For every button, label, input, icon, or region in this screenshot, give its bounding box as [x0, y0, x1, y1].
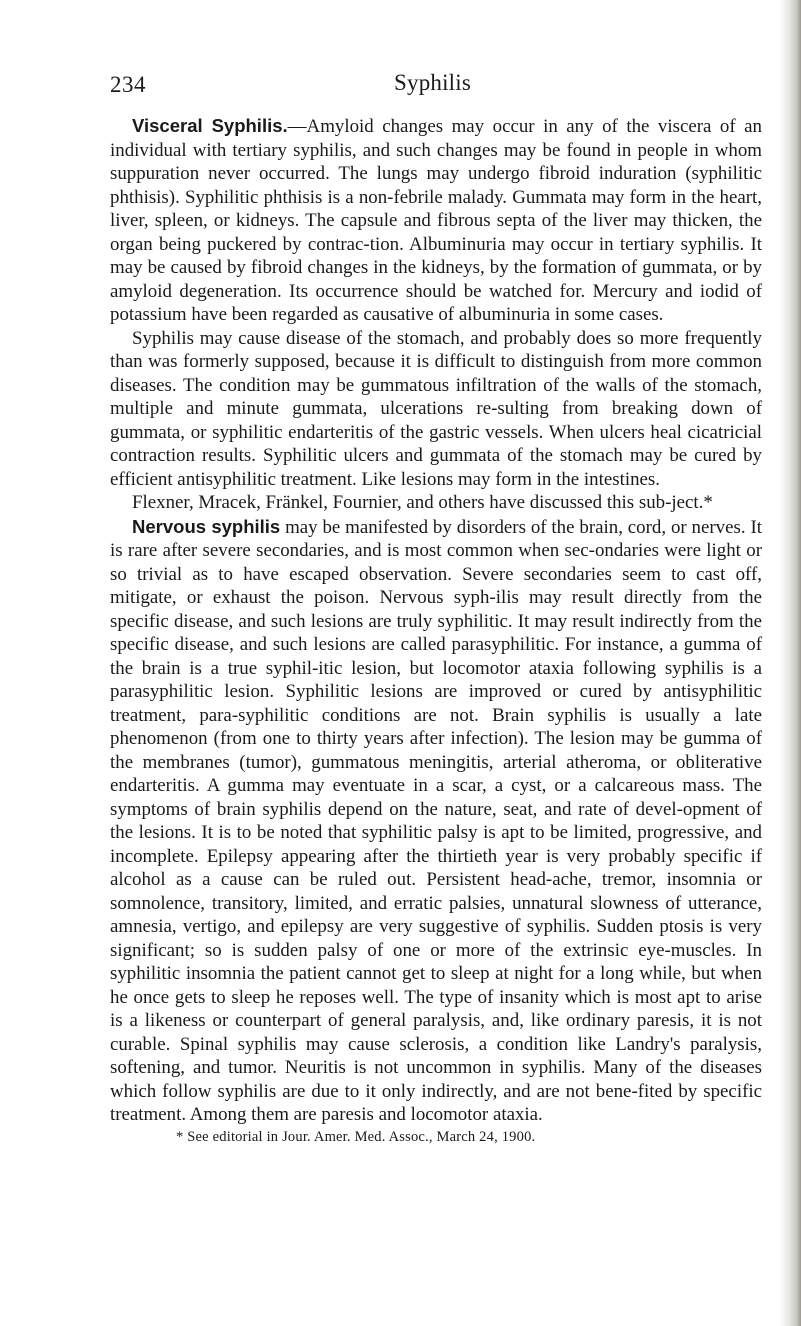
page-number: 234 — [110, 72, 146, 97]
paragraph-text: Syphilis may cause disease of the stomach, and probably does so more frequently than was formerly supposed, because it is difficult to distinguish from more common diseases. The condition may be gummatous infiltration of the walls of the stomach, multiple and minute gummata, ulcerations re-sulting from breaking down of gummata, or syphilitic endarteritis of the gastric vessels. When ulcers heal cicatricial contraction results. Syphilitic ulcers and gummata of the stomach may be cured by efficient antisyphilitic treatment. Like lesions may form in the intestines. — [110, 327, 762, 490]
paragraph-stomach — [110, 327, 762, 492]
paragraph-visceral-syphilis — [110, 114, 762, 327]
paragraph-nervous-syphilis — [110, 515, 762, 1127]
page-edge-shadow — [779, 0, 801, 1326]
footnote: * See editorial in Jour. Amer. Med. Assoc., March 24, 1900. — [176, 1128, 536, 1145]
paragraph-text: may be manifested by disorders of the brain, cord, or nerves. It is rare after severe secondaries, and is most common when sec-ondaries were light or so trivial as to have escaped observation. Severe secondaries seem to cast off, mitigate, or exhaust the poison. Nervous syph-ilis may result directly from the specific disease, and such lesions are truly syphilitic. It may result indirectly from the specific disease, and such lesions are called parasyphilitic. For instance, a gumma of the brain is a true syphil-itic lesion, but locomotor ataxia following syphilis is a parasyphilitic lesion. Syphilitic lesions are improved or cured by antisyphilitic treatment, para-syphilitic conditions are not. Brain syphilis is usually a late phenomenon (from one to thirty years after infection). The lesion may be gumma of the membranes (tumor), gummatous meningitis, arterial atheroma, or obliterative endarteritis. A gumma may eventuate in a scar, a cyst, or a calcareous mass. The symptoms of brain syphilis depend on the nature, seat, and rate of devel-opment of the lesions. It is to be noted that syphilitic palsy is apt to be limited, progressive, and incomplete. Epilepsy appearing after the thirtieth year is very probably specific if alcohol as a cause can be ruled out. Persistent head-ache, tremor, insomnia or somnolence, transitory, limited, and erratic palsies, unnatural slowness of utterance, amnesia, vertigo, and epilepsy are very suggestive of syphilis. Sudden ptosis is very significant; so is sudden palsy of one or more of the extrinsic eye-muscles. In syphilitic insomnia the patient cannot get to sleep at night for a long while, but when he once gets to sleep he reposes well. The type of insanity which is most apt to arise is a likeness or counterpart of general paralysis, and, like ordinary paresis, it is not curable. Spinal syphilis may cause sclerosis, a condition like Landry's paralysis, softening, and tumor. Neuritis is not uncommon in syphilis. Many of the diseases which follow syphilis are due to it only indirectly, and are not bene-fited by specific treatment. Among them are paresis and locomotor ataxia. — [110, 516, 762, 1125]
body-text — [110, 114, 762, 1146]
paragraph-authors — [110, 491, 762, 515]
paragraph-text: Flexner, Mracek, Fränkel, Fournier, and others have discussed this sub-ject.* — [132, 492, 713, 513]
running-head — [0, 70, 801, 100]
running-title: Syphilis — [394, 70, 472, 95]
section-heading-nervous-syphilis: Nervous syphilis — [132, 515, 281, 537]
section-heading-visceral-syphilis: Visceral Syphilis. — [132, 115, 288, 136]
paragraph-text: —Amyloid changes may occur in any of the viscera of an individual with tertiary syphilis, and such changes may be found in people in whom suppuration never occurred. The lungs may undergo fibroid induration (syphilitic phthisis). Syphilitic phthisis is a non-febrile malady. Gummata may form in the heart, liver, spleen, or kidneys. The capsule and fibrous septa of the liver may thicken, the organ being puckered by contrac-tion. Albuminuria may occur in tertiary syphilis. It may be caused by fibroid changes in the kidneys, by the formation of gummata, or by amyloid degeneration. Its occurrence should be watched for. Mercury and iodid of potassium have been regarded as causative of albuminuria in some cases. — [110, 116, 762, 325]
